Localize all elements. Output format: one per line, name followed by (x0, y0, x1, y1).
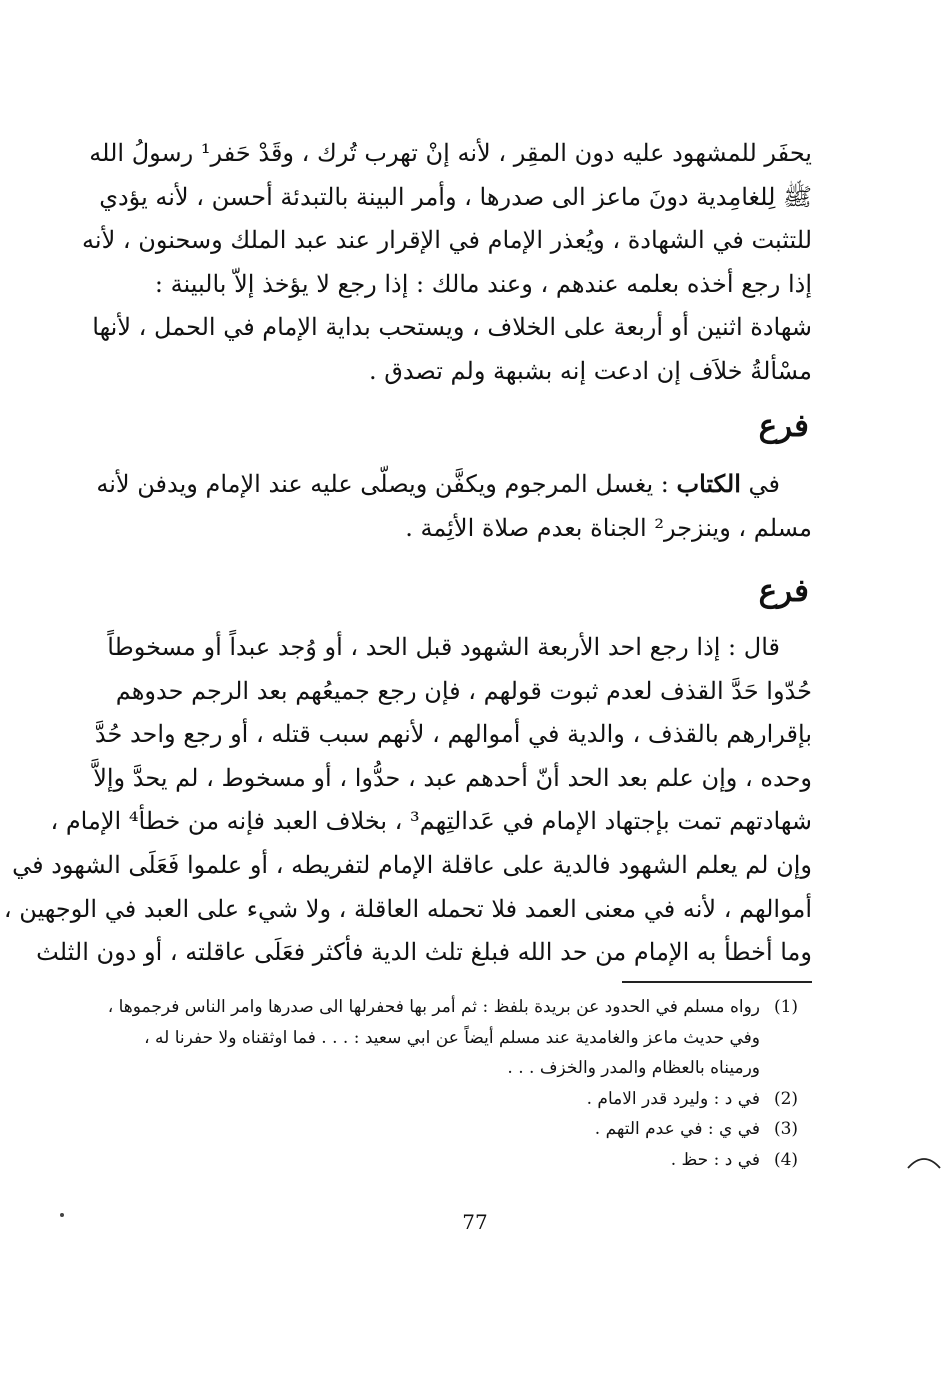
footnote-line: في د : وليرد قدر الامام . (586, 1088, 760, 1109)
footnote (107, 992, 812, 1084)
paragraph-3-line: أموالهم ، لأنه في معنى العمد فلا تحمله العاقلة ، ولا شيء على العبد في الوجهين ، (3, 894, 812, 923)
footnote-line: في د : حظ . (670, 1149, 760, 1170)
section-heading: فرع (758, 573, 809, 609)
footnote-line: وفي حديث ماعز والغامدية عند مسلم أيضاً عن ابي سعيد : . . . فما اوثقناه ولا حفرنا له ، (144, 1027, 760, 1048)
paragraph-1-line: شهادة اثنين أو أربعة على الخلاف ، ويستحب بداية الإمام في الحمل ، لأنها (92, 313, 812, 342)
footnote-text (108, 992, 760, 1084)
paragraph-3-line: وإن لم يعلم الشهود فالدية على عاقلة الإمام لتفريطه ، أو علموا فَعَلَى الشهود في (12, 850, 812, 879)
paragraph-3-line: قال : إذا رجع احد الأربعة الشهود قبل الحد ، أو وُجد عبداً أو مسخوطاً (107, 633, 780, 661)
paragraph-1-line: يحفَر للمشهود عليه دون المقِر ، لأنه إنْ تهرب تُرك ، وقَدْ حَفر¹ رسولُ الله (89, 139, 812, 167)
footnote-text (140, 1084, 760, 1115)
paragraph-1 (82, 132, 812, 394)
footnotes (107, 992, 812, 1175)
page-number: 77 (462, 1210, 488, 1234)
footnote-separator (622, 981, 812, 983)
footnote (140, 1084, 812, 1115)
footnote-number: (4) (773, 1149, 799, 1170)
lead-bold-word: الكتاب (676, 469, 741, 498)
paragraph-3-line: شهادتهم تمت بإجتهاد الإمام في عَدالتِهم³ ، بخلاف العبد فإنه من خطأ⁴ الإمام ، (50, 807, 812, 836)
scan-artifact-dot (60, 1213, 64, 1217)
footnote-text (140, 1145, 760, 1176)
footnote (140, 1114, 812, 1145)
footnote-number: (2) (773, 1088, 799, 1109)
paragraph-1-line: مسْألةُ خلاَف إن ادعت إنه بشبهة ولم تصدق . (368, 356, 812, 385)
paragraph-2-line (96, 462, 812, 507)
paragraph-3-line: بإقرارهم بالقذف ، والدية في أموالهم ، لأنهم سبب قتله ، أو رجع واحد حُدَّ (94, 720, 812, 749)
footnote-line: ورميناه بالعظام والمدر والخزف . . . (507, 1058, 760, 1078)
scan-artifact-arc (904, 1152, 944, 1192)
paragraph-3 (3, 626, 812, 975)
paragraph-3-line: وحده ، وإن علم بعد الحد أنّ أحدهم عبد ، حدُّوا ، أو مسخوط ، لم يحدَّ وإلاَّ (93, 763, 812, 792)
paragraph-3-line: وما أخطأ به الإمام من حد الله فبلغ تلث الدية فأكثر فعَلَى عاقلته ، أو دون الثلث (36, 938, 812, 967)
paragraph-2 (96, 462, 812, 550)
paragraph-1-line: ﷺ لِلغامِدية دونَ ماعز الى صدرها ، وأمر البينة بالتبدئة أحسن ، لأنه يؤدي (99, 182, 812, 211)
footnote-line: رواه مسلم في الحدود عن بريدة بلفظ : ثم أمر بها فحفرلها الى صدرها وامر الناس فرجموها ، (107, 997, 760, 1017)
paragraph-3-line: حُدّوا حَدَّ القذف لعدم ثبوت قولهم ، فإن رجع جميعُهم بعد الرجم حدوهم (115, 676, 812, 705)
paragraph-1-line: إذا رجع أخذه بعلمه عندهم ، وعند مالك : إذا رجع لا يؤخذ إلاّ بالبينة : (154, 269, 812, 298)
lead-prefix: في (740, 470, 780, 498)
paragraph-2-line: مسلم ، وينزجر² الجناة بعدم صلاة الأئِمة . (405, 513, 812, 542)
footnote-text (140, 1114, 760, 1145)
footnote (140, 1145, 812, 1176)
footnote-line: في ي : في عدم التهم . (594, 1119, 760, 1139)
footnote-number: (3) (773, 1119, 799, 1139)
paragraph-1-line: للتثبت في الشهادة ، ويُعذر الإمام في الإقرار عند عبد الملك وسحنون ، لأنه (82, 226, 812, 255)
footnote-number: (1) (773, 997, 799, 1017)
section-heading: فرع (758, 408, 809, 444)
lead-rest: : يغسل المرجوم ويكفَّن ويصلّى عليه عند الإمام ويدفن لأنه (96, 470, 677, 498)
